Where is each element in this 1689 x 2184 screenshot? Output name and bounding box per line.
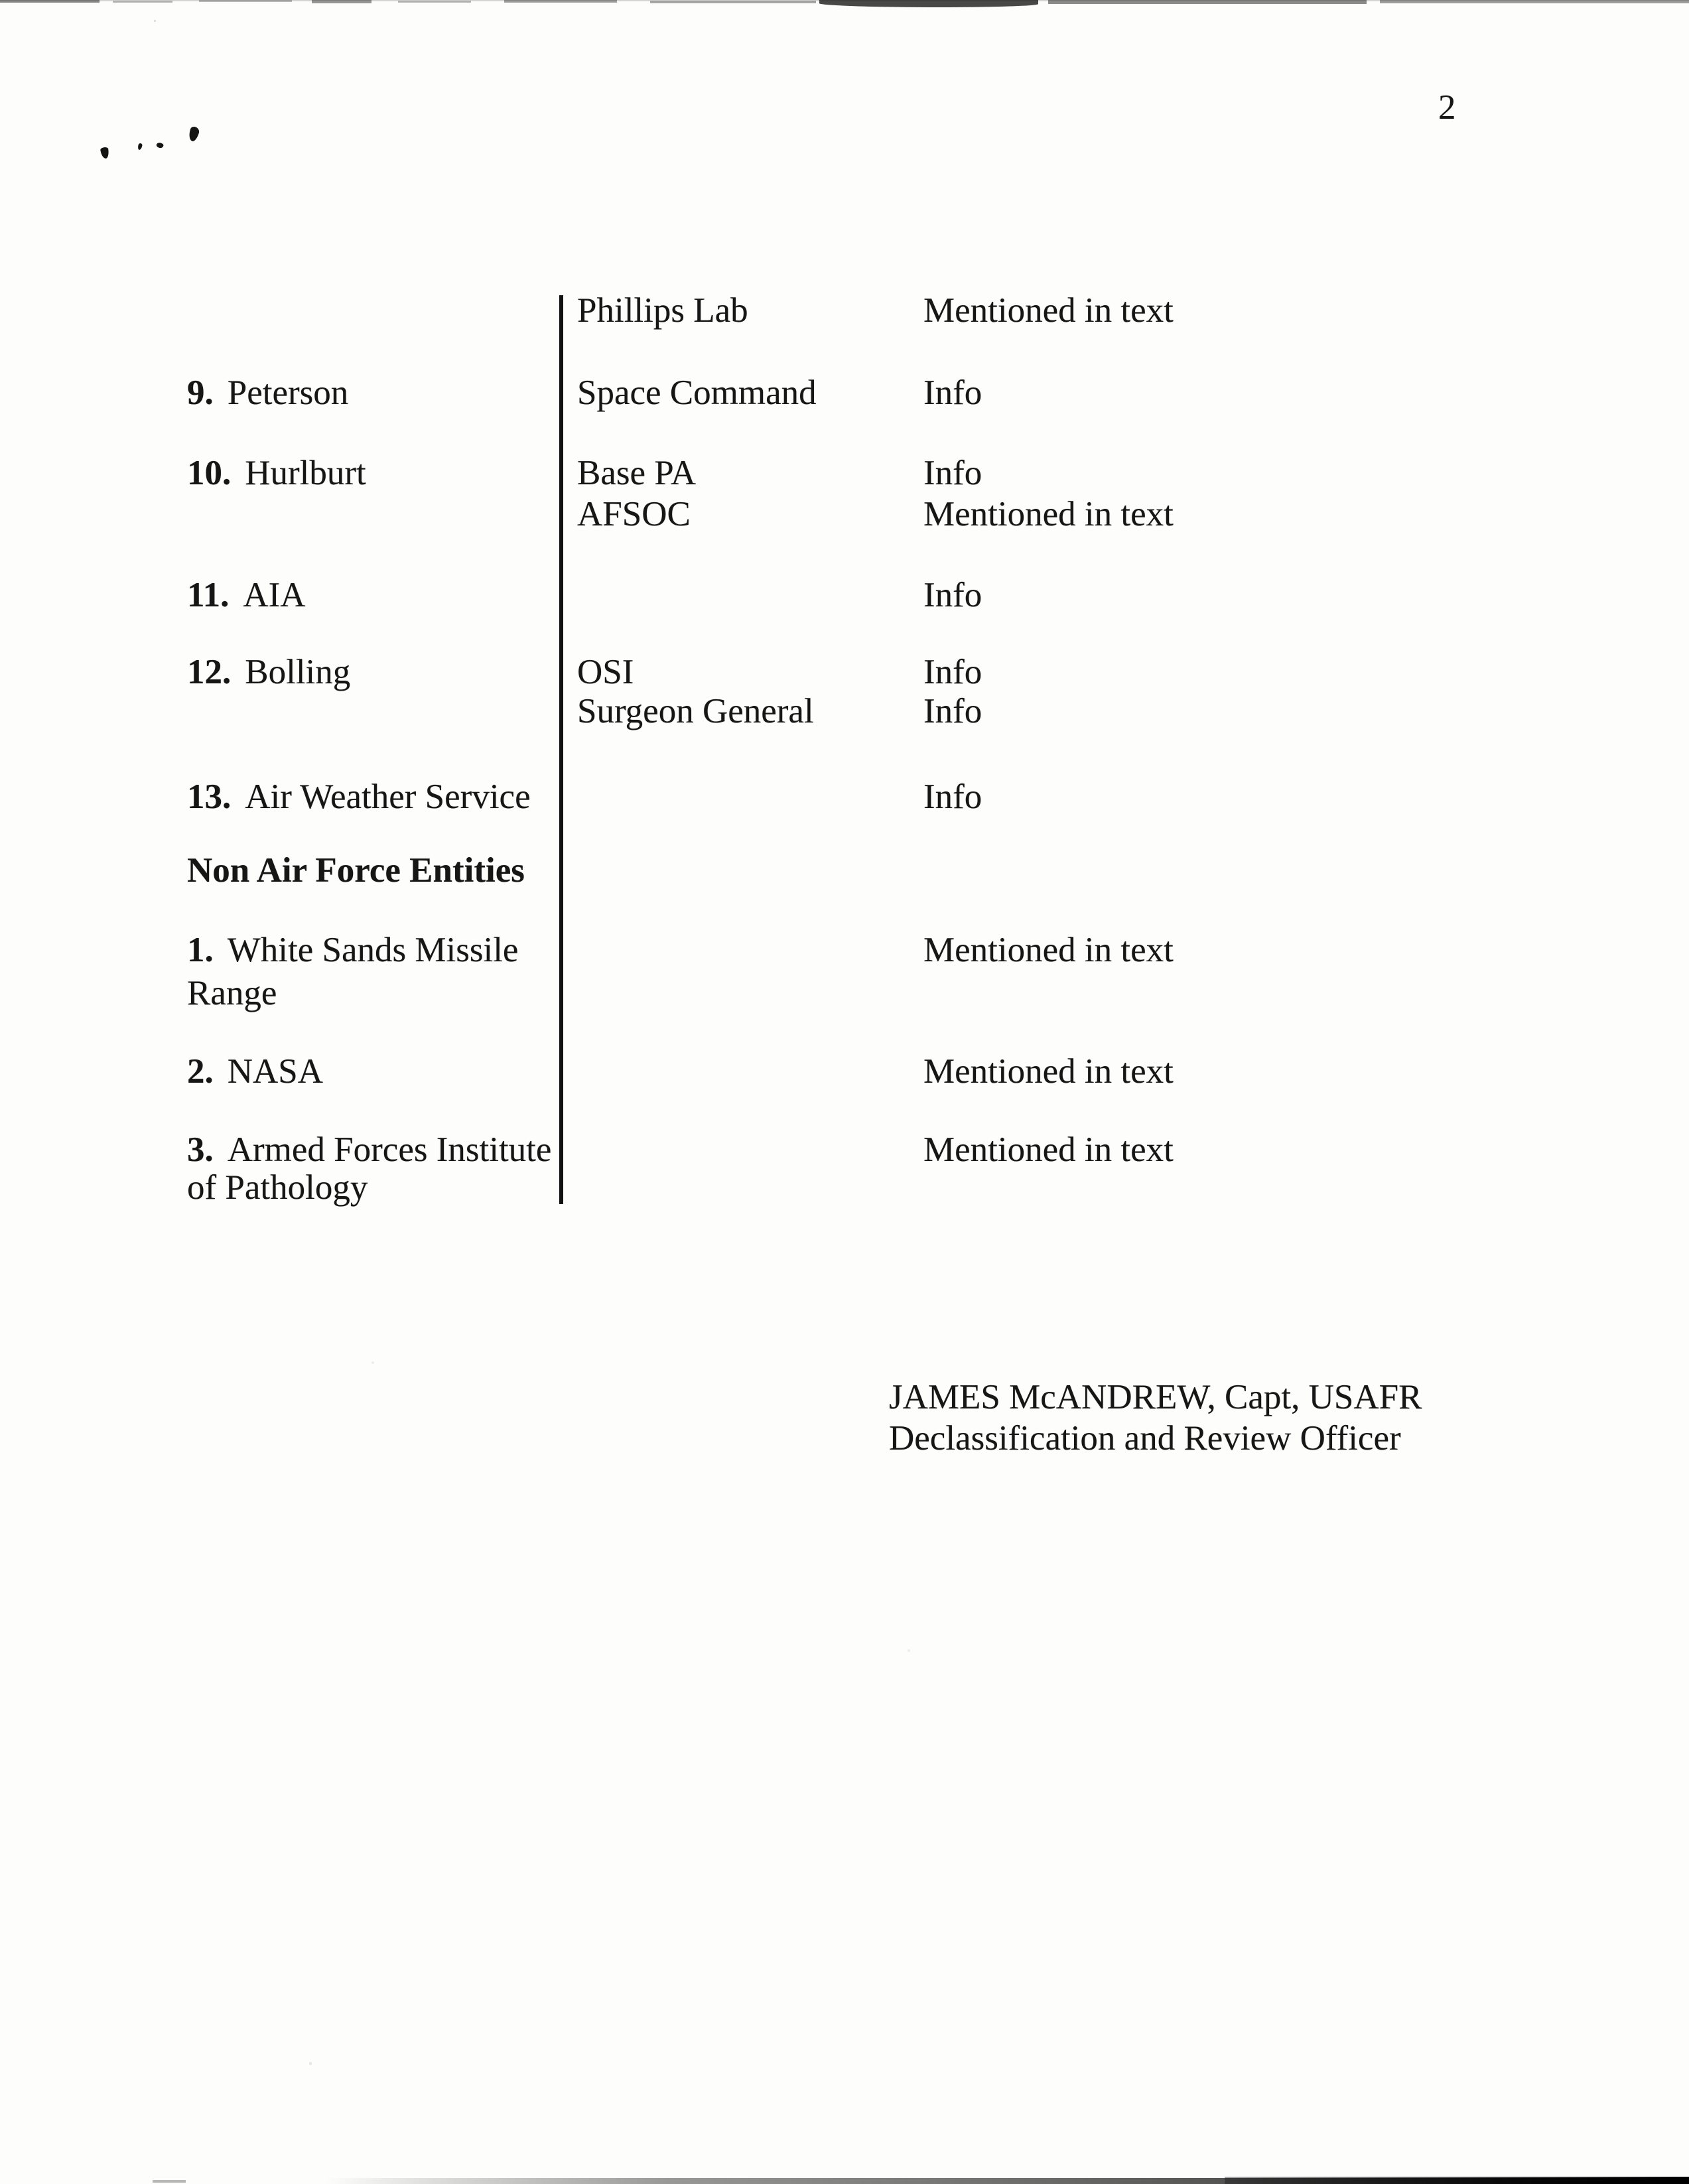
entry-number: 12. (187, 653, 232, 691)
entry-name: Hurlburt (245, 454, 366, 492)
entry-name-line (187, 780, 531, 815)
entry-name-line (187, 1054, 323, 1089)
entry-name: AIA (243, 576, 306, 614)
ink-smudge (187, 125, 200, 142)
entry-name-line (187, 1132, 551, 1168)
entry-office: OSI (577, 653, 634, 691)
entry-status: Info (923, 454, 982, 492)
entry-name-line (187, 578, 306, 613)
paper-speck (309, 2062, 312, 2065)
scan-noise-dash (504, 0, 617, 3)
entry-name-line (187, 456, 366, 491)
entry-status: Info (923, 653, 982, 691)
entry-number: 2. (187, 1052, 214, 1091)
ink-smudge (156, 141, 165, 149)
paper-speck (154, 20, 156, 22)
entry-office: AFSOC (577, 495, 691, 533)
entry-office: Surgeon General (577, 692, 814, 730)
entry-name-line (187, 655, 350, 690)
entry-name-line (187, 375, 348, 411)
entry-name: White Sands Missile (227, 931, 519, 969)
entry-name-line (187, 933, 518, 968)
scan-noise-bottom-edge (1225, 2177, 1689, 2184)
section-heading: Non Air Force Entities (187, 851, 525, 890)
entry-office: Space Command (577, 374, 817, 412)
entry-name: Bolling (245, 653, 351, 691)
entry-name: Armed Forces Institute (227, 1130, 552, 1169)
entry-status: Mentioned in text (923, 1052, 1174, 1091)
scan-noise-dash (153, 2180, 186, 2183)
entry-name: Air Weather Service (245, 778, 531, 816)
entry-status: Info (923, 374, 982, 412)
entry-office: Base PA (577, 454, 697, 492)
entry-name: NASA (227, 1052, 324, 1091)
entry-name: Range (187, 974, 277, 1012)
entry-office: Phillips Lab (577, 291, 748, 330)
entry-name-line (187, 1170, 368, 1205)
scan-noise-dash (0, 0, 100, 3)
entry-name: of Pathology (187, 1168, 368, 1207)
entry-number: 1. (187, 931, 214, 969)
entry-status: Info (923, 692, 982, 730)
entry-number: 11. (187, 576, 230, 614)
entry-number: 9. (187, 374, 214, 412)
scan-noise-dash (1048, 0, 1367, 4)
scan-noise-dash (199, 0, 292, 2)
ink-smudge (137, 143, 143, 150)
page-number: 2 (1438, 88, 1456, 127)
entry-status: Mentioned in text (923, 931, 1174, 969)
entry-name-line (187, 976, 277, 1011)
ink-smudge (100, 147, 109, 159)
scan-noise-dash (312, 0, 372, 3)
column-divider (559, 295, 563, 1204)
signature-name: JAMES McANDREW, Capt, USAFR (889, 1378, 1422, 1416)
scan-noise-blotch (819, 0, 1038, 7)
scan-noise-dash (113, 1, 172, 3)
scan-noise-dash (1380, 0, 1689, 3)
scan-noise-dash (398, 1, 471, 3)
entry-number: 10. (187, 454, 232, 492)
scan-noise-dash (650, 1, 816, 3)
signature-title: Declassification and Review Officer (889, 1419, 1401, 1458)
entry-number: 3. (187, 1130, 214, 1169)
paper-speck (372, 1361, 374, 1364)
entry-status: Info (923, 778, 982, 816)
entry-status: Info (923, 576, 982, 614)
entry-number: 13. (187, 778, 232, 816)
entry-status: Mentioned in text (923, 495, 1174, 533)
entry-name: Peterson (227, 374, 349, 412)
entry-status: Mentioned in text (923, 291, 1174, 330)
entry-status: Mentioned in text (923, 1130, 1174, 1169)
paper-speck (908, 1649, 910, 1652)
